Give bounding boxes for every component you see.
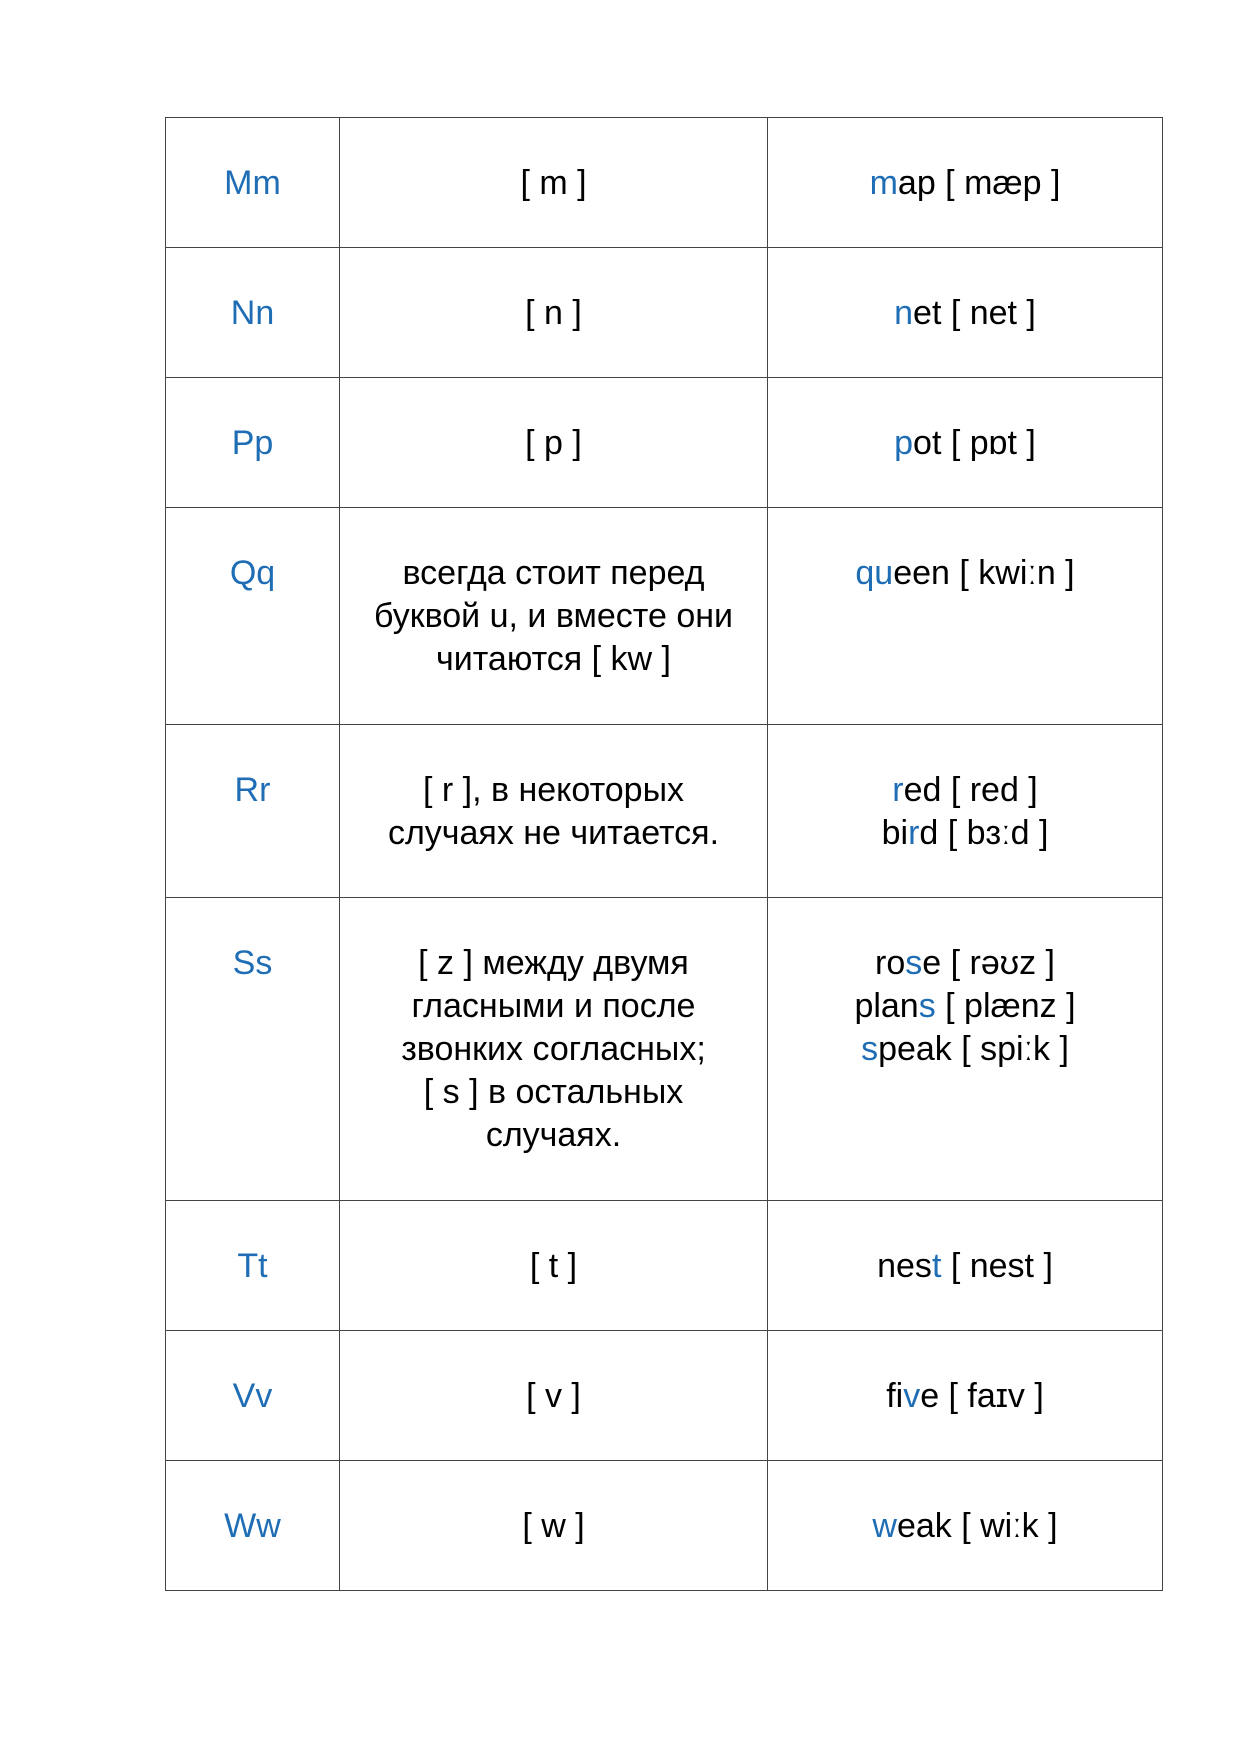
table-row: [166, 508, 1163, 725]
highlighted-letters: v: [903, 1377, 921, 1415]
rule-cell: [340, 118, 768, 248]
rule-line: [ m ]: [520, 164, 587, 202]
highlighted-letters: w: [872, 1507, 897, 1545]
example-rest: d [ bɜːd ]: [919, 814, 1049, 852]
rule-line: [ p ]: [525, 424, 582, 462]
rule-cell: [340, 725, 768, 898]
letter-cell: Nn: [166, 248, 340, 378]
example-prefix: ro: [875, 944, 906, 982]
highlighted-letters: m: [869, 164, 898, 202]
example-rest: een [ kwiːn ]: [893, 554, 1075, 592]
table-row: [166, 725, 1163, 898]
example-cell: [768, 1201, 1163, 1331]
rule-line: [ n ]: [525, 294, 582, 332]
example-line: [780, 985, 1150, 1028]
example-cell: [768, 1461, 1163, 1591]
rule-cell: [340, 508, 768, 725]
letter-cell: Tt: [166, 1201, 340, 1331]
example-line: [780, 1028, 1150, 1071]
highlighted-letters: qu: [855, 554, 894, 592]
example-line: [780, 1245, 1150, 1288]
rule-line: [ z ] между двумя: [418, 944, 689, 982]
example-line: [780, 162, 1150, 205]
rule-line: буквой u, и вместе они: [373, 597, 734, 635]
example-rest: e [ rəʊz ]: [922, 944, 1055, 982]
example-rest: et [ net ]: [913, 294, 1036, 332]
table-row: [166, 248, 1163, 378]
table-row: [166, 1461, 1163, 1591]
rule-line: [ v ]: [526, 1377, 581, 1415]
example-cell: [768, 725, 1163, 898]
rule-line: [ t ]: [529, 1247, 578, 1285]
table-row: [166, 1201, 1163, 1331]
table-row: [166, 1331, 1163, 1461]
letter-cell: Vv: [166, 1331, 340, 1461]
letter-cell: Ww: [166, 1461, 340, 1591]
highlighted-letters: s: [905, 944, 923, 982]
rule-cell: [340, 248, 768, 378]
rule-line: гласными и после: [411, 987, 696, 1025]
rule-line: [ w ]: [522, 1507, 585, 1545]
rule-line: читаются [ kw ]: [436, 640, 671, 678]
example-prefix: fi: [886, 1377, 904, 1415]
rule-cell: [340, 1461, 768, 1591]
example-rest: ed [ red ]: [903, 771, 1038, 809]
example-line: [780, 1505, 1150, 1548]
rule-line: всегда стоит перед: [402, 554, 705, 592]
example-prefix: bi: [881, 814, 909, 852]
rule-line: случаях не читается.: [387, 814, 720, 852]
highlighted-letters: s: [861, 1030, 879, 1068]
example-rest: eak [ wiːk ]: [896, 1507, 1058, 1545]
letter-cell: Pp: [166, 378, 340, 508]
highlighted-letters: r: [892, 771, 904, 809]
example-rest: [ plænz ]: [935, 987, 1076, 1025]
example-line: [780, 292, 1150, 335]
table-row: [166, 378, 1163, 508]
example-line: [780, 1375, 1150, 1418]
example-line: [780, 769, 1150, 812]
example-cell: [768, 898, 1163, 1201]
example-rest: [ nest ]: [941, 1247, 1053, 1285]
highlighted-letters: s: [918, 987, 936, 1025]
rule-cell: [340, 1331, 768, 1461]
example-rest: e [ faɪv ]: [920, 1377, 1044, 1415]
letter-cell: Rr: [166, 725, 340, 898]
example-cell: [768, 118, 1163, 248]
letter-cell: Qq: [166, 508, 340, 725]
rule-cell: [340, 378, 768, 508]
example-rest: ot [ pɒt ]: [913, 424, 1036, 462]
highlighted-letters: n: [894, 294, 914, 332]
example-cell: [768, 1331, 1163, 1461]
rule-cell: [340, 1201, 768, 1331]
highlighted-letters: r: [908, 814, 920, 852]
example-line: [780, 942, 1150, 985]
example-cell: [768, 248, 1163, 378]
highlighted-letters: p: [894, 424, 914, 462]
example-cell: [768, 508, 1163, 725]
example-rest: ap [ mæp ]: [897, 164, 1061, 202]
rule-line: [ r ], в некоторых: [422, 771, 685, 809]
example-line: [780, 812, 1150, 855]
highlighted-letters: t: [931, 1247, 942, 1285]
example-rest: peak [ spiːk ]: [878, 1030, 1069, 1068]
letter-pronunciation-table: [165, 117, 1163, 1591]
rule-line: [ s ] в остальных: [423, 1073, 684, 1111]
rule-cell: [340, 898, 768, 1201]
letter-cell: Mm: [166, 118, 340, 248]
example-line: [780, 552, 1150, 595]
example-prefix: plan: [854, 987, 919, 1025]
letter-cell: Ss: [166, 898, 340, 1201]
rule-line: случаях.: [485, 1116, 622, 1154]
example-line: [780, 422, 1150, 465]
example-cell: [768, 378, 1163, 508]
table-row: [166, 898, 1163, 1201]
table-row: [166, 118, 1163, 248]
example-prefix: nes: [877, 1247, 932, 1285]
rule-line: звонких согласных;: [401, 1030, 706, 1068]
